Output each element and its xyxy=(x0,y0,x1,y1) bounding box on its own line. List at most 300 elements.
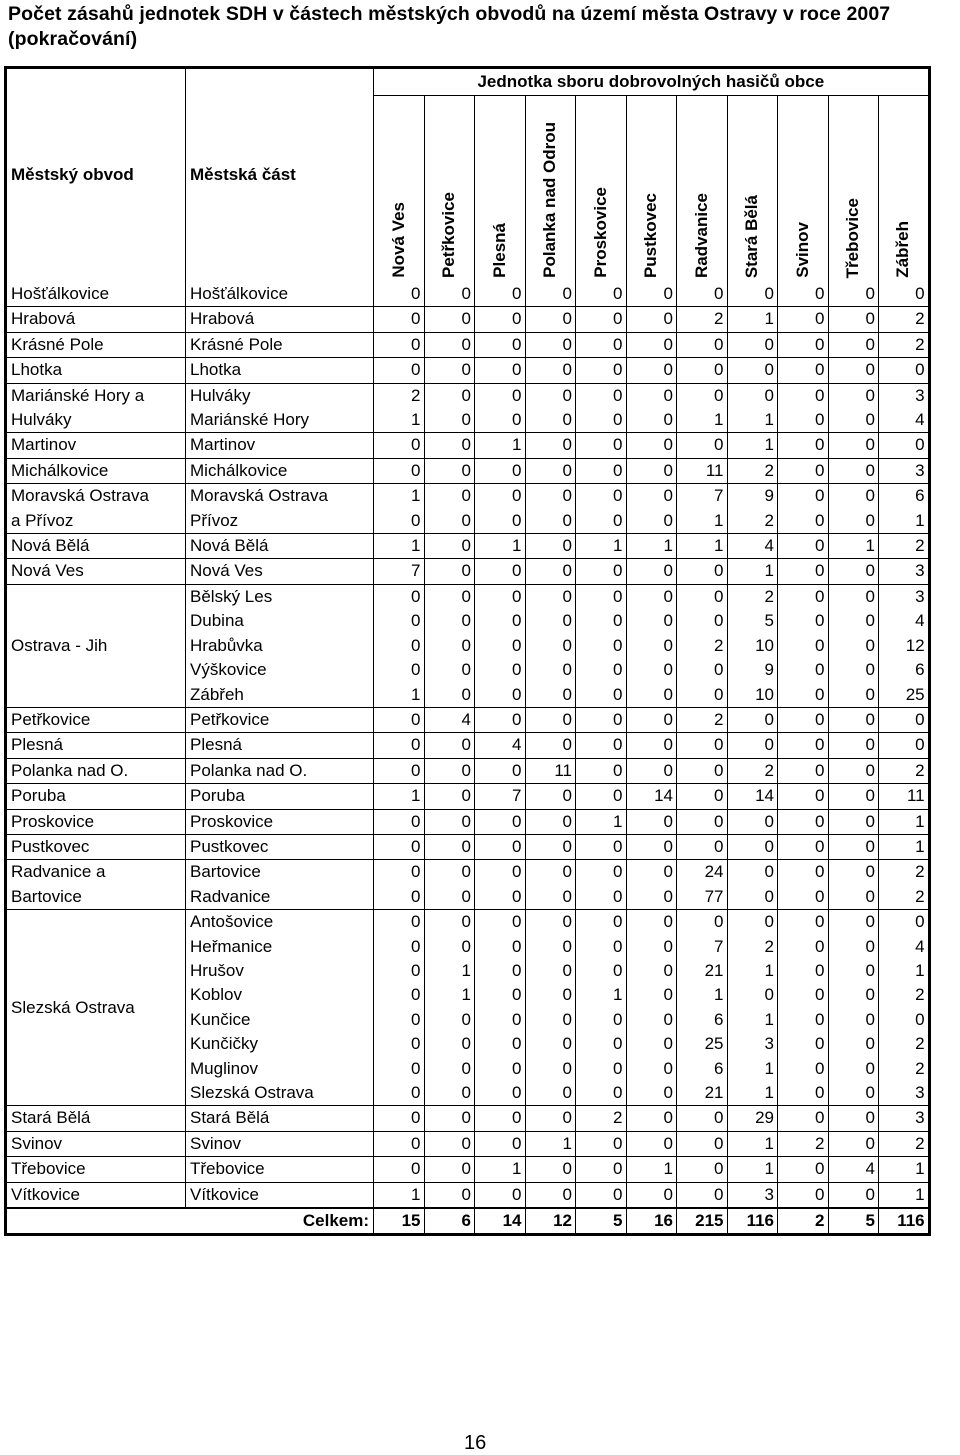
obvod-label: Nová Bělá xyxy=(11,536,90,556)
value-cell: 0 xyxy=(778,634,829,658)
total-value-cell: 5 xyxy=(828,1208,879,1235)
table-row xyxy=(6,1131,930,1156)
unit-column-label: Nová Ves xyxy=(388,202,408,278)
value-cell: 4 xyxy=(727,534,778,559)
cast-cell: Polanka nad O. xyxy=(186,758,374,783)
table-row xyxy=(6,383,930,408)
total-value-cell: 116 xyxy=(727,1208,778,1235)
table-row xyxy=(6,809,930,834)
value-cell: 0 xyxy=(475,758,526,783)
value-cell: 0 xyxy=(424,1106,475,1131)
table-row xyxy=(6,307,930,332)
value-cell: 0 xyxy=(525,433,576,458)
value-cell: 0 xyxy=(626,658,677,682)
value-cell: 0 xyxy=(626,885,677,910)
value-cell: 2 xyxy=(374,383,425,408)
value-cell: 0 xyxy=(828,834,879,859)
value-cell: 21 xyxy=(677,1081,728,1106)
value-cell: 0 xyxy=(424,860,475,885)
value-cell: 0 xyxy=(424,683,475,708)
value-cell: 0 xyxy=(374,809,425,834)
value-cell: 7 xyxy=(475,784,526,809)
value-cell: 0 xyxy=(424,834,475,859)
value-cell: 0 xyxy=(626,307,677,332)
value-cell: 0 xyxy=(626,959,677,983)
value-cell: 0 xyxy=(626,1131,677,1156)
value-cell: 0 xyxy=(374,1157,425,1182)
value-cell: 21 xyxy=(677,959,728,983)
table-row xyxy=(6,1157,930,1182)
value-cell: 0 xyxy=(828,733,879,758)
value-cell: 0 xyxy=(626,809,677,834)
value-cell: 0 xyxy=(626,910,677,935)
cast-cell: Koblov xyxy=(186,983,374,1007)
value-cell: 0 xyxy=(626,983,677,1007)
value-cell: 0 xyxy=(828,758,879,783)
value-cell: 0 xyxy=(778,358,829,383)
value-cell: 9 xyxy=(727,484,778,509)
obvod-label: Michálkovice xyxy=(11,460,109,480)
obvod-label: Pustkovec xyxy=(11,836,90,856)
value-cell: 0 xyxy=(525,1106,576,1131)
obvod-cell xyxy=(6,1106,186,1131)
value-cell: 2 xyxy=(677,707,728,732)
total-value-cell: 116 xyxy=(879,1208,930,1235)
value-cell: 0 xyxy=(828,683,879,708)
value-cell: 0 xyxy=(778,733,829,758)
value-cell: 0 xyxy=(475,885,526,910)
value-cell: 4 xyxy=(879,609,930,633)
value-cell: 0 xyxy=(424,609,475,633)
value-cell: 0 xyxy=(576,383,627,408)
value-cell: 0 xyxy=(778,307,829,332)
value-cell: 0 xyxy=(778,609,829,633)
obvod-label: a Přívoz xyxy=(11,510,74,530)
value-cell: 0 xyxy=(778,332,829,357)
value-cell: 0 xyxy=(374,733,425,758)
value-cell: 1 xyxy=(879,1157,930,1182)
value-cell: 0 xyxy=(677,609,728,633)
value-cell: 0 xyxy=(374,910,425,935)
value-cell: 2 xyxy=(879,860,930,885)
cast-cell: Dubina xyxy=(186,609,374,633)
value-cell: 0 xyxy=(778,809,829,834)
value-cell: 3 xyxy=(879,584,930,609)
unit-column-label: Plesná xyxy=(489,223,509,278)
value-cell: 0 xyxy=(374,332,425,357)
value-cell: 0 xyxy=(626,484,677,509)
value-cell: 0 xyxy=(828,809,879,834)
value-cell: 0 xyxy=(778,584,829,609)
value-cell: 0 xyxy=(411,660,421,680)
value-cell: 0 xyxy=(778,658,829,682)
value-cell: 0 xyxy=(677,1131,728,1156)
value-cell: 0 xyxy=(424,383,475,408)
value-cell: 0 xyxy=(576,959,627,983)
value-cell: 0 xyxy=(879,910,930,935)
cast-cell: Krásné Pole xyxy=(186,332,374,357)
cast-cell: Svinov xyxy=(186,1131,374,1156)
obvod-label: Nová Ves xyxy=(11,561,84,581)
value-cell: 0 xyxy=(475,1182,526,1208)
value-cell: 0 xyxy=(525,1182,576,1208)
value-cell: 0 xyxy=(525,1081,576,1106)
value-cell: 0 xyxy=(677,1182,728,1208)
value-cell: 2 xyxy=(879,1032,930,1056)
value-cell: 0 xyxy=(475,1032,526,1056)
value-cell: 0 xyxy=(778,885,829,910)
total-value-cell: 12 xyxy=(525,1208,576,1235)
table-row xyxy=(6,458,930,483)
value-cell: 0 xyxy=(626,584,677,609)
value-cell: 0 xyxy=(411,284,421,303)
value-cell: 1 xyxy=(677,408,728,433)
cast-cell: Heřmanice xyxy=(186,935,374,959)
value-cell: 14 xyxy=(626,784,677,809)
value-cell: 0 xyxy=(778,1081,829,1106)
value-cell: 25 xyxy=(677,1032,728,1056)
value-cell: 0 xyxy=(778,1157,829,1182)
value-cell: 0 xyxy=(727,383,778,408)
value-cell: 0 xyxy=(374,834,425,859)
value-cell: 0 xyxy=(424,1157,475,1182)
value-cell: 0 xyxy=(828,408,879,433)
value-cell: 0 xyxy=(475,1106,526,1131)
table-row xyxy=(6,584,930,609)
value-cell: 0 xyxy=(475,983,526,1007)
unit-column-label: Třebovice xyxy=(843,197,863,278)
value-cell: 0 xyxy=(424,658,475,682)
value-cell: 0 xyxy=(727,282,778,307)
value-cell: 0 xyxy=(411,1034,421,1054)
value-cell: 2 xyxy=(879,1057,930,1081)
value-cell: 0 xyxy=(677,910,728,935)
value-cell: 0 xyxy=(525,458,576,483)
value-cell: 0 xyxy=(626,458,677,483)
value-cell: 0 xyxy=(576,683,627,708)
value-cell: 1 xyxy=(727,559,778,584)
value-cell: 0 xyxy=(828,1032,879,1056)
value-cell: 0 xyxy=(576,584,627,609)
value-cell: 0 xyxy=(576,834,627,859)
value-cell: 0 xyxy=(727,733,778,758)
obvod-label: Radvanice a xyxy=(11,862,106,882)
value-cell: 0 xyxy=(828,1182,879,1208)
value-cell: 1 xyxy=(576,534,627,559)
value-cell: 0 xyxy=(525,910,576,935)
value-cell: 0 xyxy=(626,1081,677,1106)
unit-column-header xyxy=(576,96,627,283)
value-cell: 0 xyxy=(828,707,879,732)
cast-cell: Bartovice xyxy=(186,860,374,885)
cast-cell: Martinov xyxy=(186,433,374,458)
value-cell: 0 xyxy=(828,433,879,458)
value-cell: 0 xyxy=(411,611,421,631)
value-cell: 1 xyxy=(727,408,778,433)
value-cell: 0 xyxy=(778,509,829,534)
value-cell: 0 xyxy=(475,1008,526,1032)
cast-cell: Hošťálkovice xyxy=(186,282,374,307)
value-cell: 0 xyxy=(525,358,576,383)
total-value-cell: 215 xyxy=(677,1208,728,1235)
value-cell: 0 xyxy=(525,784,576,809)
value-cell: 0 xyxy=(475,910,526,935)
value-cell: 2 xyxy=(727,935,778,959)
value-cell: 4 xyxy=(475,733,526,758)
obvod-cell xyxy=(6,910,186,1106)
obvod-label: Svinov xyxy=(11,1133,63,1153)
unit-column-label: Radvanice xyxy=(691,192,711,278)
value-cell: 0 xyxy=(424,758,475,783)
value-cell: 0 xyxy=(778,1182,829,1208)
value-cell: 0 xyxy=(424,559,475,584)
value-cell: 0 xyxy=(828,634,879,658)
value-cell: 0 xyxy=(424,1032,475,1056)
value-cell: 1 xyxy=(879,509,930,534)
cast-cell: Muglinov xyxy=(186,1057,374,1081)
obvod-label: Mariánské Hory a xyxy=(11,385,145,405)
cast-cell: Výškovice xyxy=(186,658,374,682)
value-cell: 0 xyxy=(626,1032,677,1056)
value-cell: 1 xyxy=(374,534,425,559)
cast-cell: Petřkovice xyxy=(186,707,374,732)
table-row xyxy=(6,1106,930,1131)
unit-column-header xyxy=(778,96,829,283)
cast-cell: Nová Bělá xyxy=(186,534,374,559)
value-cell: 0 xyxy=(626,609,677,633)
obvod-cell xyxy=(6,358,186,383)
value-cell: 1 xyxy=(879,959,930,983)
table-row xyxy=(6,758,930,783)
value-cell: 0 xyxy=(525,282,576,307)
value-cell: 0 xyxy=(828,1081,879,1106)
value-cell: 0 xyxy=(778,758,829,783)
cast-cell: Plesná xyxy=(186,733,374,758)
table-row xyxy=(6,1182,930,1208)
value-cell: 0 xyxy=(727,983,778,1007)
cast-cell: Hrabová xyxy=(186,307,374,332)
value-cell: 1 xyxy=(374,784,425,809)
value-cell: 0 xyxy=(424,332,475,357)
value-cell: 0 xyxy=(727,910,778,935)
value-cell: 0 xyxy=(778,1106,829,1131)
value-cell: 0 xyxy=(677,1106,728,1131)
obvod-label: Hrabová xyxy=(11,309,76,329)
value-cell: 0 xyxy=(778,383,829,408)
obvod-cell xyxy=(6,307,186,332)
value-cell: 10 xyxy=(727,683,778,708)
value-cell: 2 xyxy=(727,509,778,534)
value-cell: 0 xyxy=(525,332,576,357)
value-cell: 0 xyxy=(828,559,879,584)
table-row xyxy=(6,433,930,458)
cast-cell: Kunčičky xyxy=(186,1032,374,1056)
table-head xyxy=(6,68,930,283)
cast-cell: Nová Ves xyxy=(186,559,374,584)
total-value-cell: 16 xyxy=(626,1208,677,1235)
value-cell: 0 xyxy=(626,282,677,307)
value-cell: 0 xyxy=(778,282,829,307)
value-cell: 0 xyxy=(626,733,677,758)
value-cell: 0 xyxy=(576,484,627,509)
value-cell: 0 xyxy=(411,635,421,655)
value-cell: 0 xyxy=(828,935,879,959)
value-cell: 0 xyxy=(828,332,879,357)
value-cell: 1 xyxy=(626,1157,677,1182)
unit-column-label: Proskovice xyxy=(590,187,610,278)
value-cell: 0 xyxy=(475,1131,526,1156)
value-cell: 14 xyxy=(727,784,778,809)
value-cell: 1 xyxy=(677,509,728,534)
obvod-label: Vítkovice xyxy=(11,1184,80,1204)
obvod-cell xyxy=(6,332,186,357)
obvod-label: Moravská Ostrava xyxy=(11,486,149,506)
unit-column-header xyxy=(828,96,879,283)
unit-column-label: Pustkovec xyxy=(641,192,661,278)
value-cell: 0 xyxy=(424,433,475,458)
value-cell: 1 xyxy=(576,983,627,1007)
value-cell: 0 xyxy=(626,683,677,708)
value-cell: 0 xyxy=(475,935,526,959)
value-cell: 0 xyxy=(677,559,728,584)
value-cell: 0 xyxy=(778,1057,829,1081)
table-row xyxy=(6,484,930,509)
value-cell: 0 xyxy=(475,609,526,633)
value-cell: 4 xyxy=(879,935,930,959)
value-cell: 1 xyxy=(879,809,930,834)
value-cell: 6 xyxy=(879,484,930,509)
cast-cell: Vítkovice xyxy=(186,1182,374,1208)
value-cell: 0 xyxy=(411,960,421,980)
col-header-cast: Městská část xyxy=(190,165,296,185)
value-cell: 0 xyxy=(778,834,829,859)
value-cell: 0 xyxy=(727,834,778,859)
value-cell: 0 xyxy=(626,332,677,357)
value-cell: 0 xyxy=(677,683,728,708)
value-cell: 1 xyxy=(411,410,421,430)
value-cell: 0 xyxy=(828,1057,879,1081)
table-row xyxy=(6,834,930,859)
value-cell: 0 xyxy=(828,584,879,609)
unit-group-header: Jednotka sboru dobrovolných hasičů obce xyxy=(374,68,930,96)
value-cell: 0 xyxy=(828,458,879,483)
value-cell: 0 xyxy=(525,658,576,682)
value-cell: 0 xyxy=(374,758,425,783)
value-cell: 0 xyxy=(626,1182,677,1208)
obvod-cell xyxy=(6,458,186,483)
value-cell: 0 xyxy=(576,358,627,383)
value-cell: 0 xyxy=(374,584,425,609)
value-cell: 6 xyxy=(879,658,930,682)
page-number: 16 xyxy=(464,1432,487,1454)
obvod-cell xyxy=(6,584,186,707)
obvod-label: Petřkovice xyxy=(11,709,91,729)
value-cell: 10 xyxy=(727,634,778,658)
obvod-cell xyxy=(6,282,186,307)
value-cell: 9 xyxy=(727,658,778,682)
cast-cell: Lhotka xyxy=(186,358,374,383)
value-cell: 0 xyxy=(576,758,627,783)
value-cell: 0 xyxy=(525,609,576,633)
table-row xyxy=(6,282,930,307)
value-cell: 0 xyxy=(525,634,576,658)
value-cell: 0 xyxy=(626,1057,677,1081)
value-cell: 0 xyxy=(626,358,677,383)
value-cell: 2 xyxy=(879,1131,930,1156)
value-cell: 0 xyxy=(525,509,576,534)
value-cell: 1 xyxy=(677,983,728,1007)
value-cell: 0 xyxy=(576,1081,627,1106)
value-cell: 0 xyxy=(576,282,627,307)
value-cell: 1 xyxy=(374,484,425,509)
value-cell: 0 xyxy=(778,484,829,509)
value-cell: 0 xyxy=(778,683,829,708)
value-cell: 0 xyxy=(879,1008,930,1032)
unit-column-header xyxy=(374,96,425,283)
value-cell: 0 xyxy=(374,1106,425,1131)
value-cell: 1 xyxy=(525,1131,576,1156)
table-row xyxy=(6,733,930,758)
value-cell: 0 xyxy=(424,784,475,809)
value-cell: 0 xyxy=(424,584,475,609)
value-cell: 0 xyxy=(828,484,879,509)
value-cell: 0 xyxy=(828,658,879,682)
value-cell: 0 xyxy=(475,1081,526,1106)
value-cell: 0 xyxy=(424,809,475,834)
obvod-label: Bartovice xyxy=(11,886,82,906)
total-value-cell: 15 xyxy=(374,1208,425,1235)
value-cell: 0 xyxy=(374,1131,425,1156)
value-cell: 0 xyxy=(626,433,677,458)
obvod-label: Hošťálkovice xyxy=(11,284,110,303)
value-cell: 11 xyxy=(525,758,576,783)
value-cell: 0 xyxy=(525,733,576,758)
value-cell: 0 xyxy=(525,935,576,959)
value-cell: 0 xyxy=(576,1131,627,1156)
value-cell: 0 xyxy=(626,559,677,584)
value-cell: 0 xyxy=(525,885,576,910)
obvod-cell xyxy=(6,433,186,458)
cast-cell: Zábřeh xyxy=(186,683,374,708)
obvod-cell xyxy=(6,559,186,584)
value-cell: 0 xyxy=(677,834,728,859)
value-cell: 0 xyxy=(626,509,677,534)
value-cell: 0 xyxy=(576,433,627,458)
value-cell: 0 xyxy=(475,408,526,433)
value-cell: 0 xyxy=(424,458,475,483)
table-row xyxy=(6,910,930,935)
obvod-cell xyxy=(6,784,186,809)
obvod-cell xyxy=(6,733,186,758)
value-cell: 0 xyxy=(475,358,526,383)
value-cell: 0 xyxy=(576,559,627,584)
obvod-label: Stará Bělá xyxy=(11,1108,91,1128)
total-value-cell: 5 xyxy=(576,1208,627,1235)
value-cell: 0 xyxy=(879,733,930,758)
value-cell: 0 xyxy=(828,959,879,983)
table-row xyxy=(6,860,930,885)
value-cell: 2 xyxy=(677,634,728,658)
value-cell: 2 xyxy=(879,332,930,357)
value-cell: 0 xyxy=(374,458,425,483)
value-cell: 0 xyxy=(576,885,627,910)
value-cell: 6 xyxy=(677,1057,728,1081)
value-cell: 0 xyxy=(727,332,778,357)
cast-cell: Poruba xyxy=(186,784,374,809)
value-cell: 0 xyxy=(828,383,879,408)
unit-column-header xyxy=(677,96,728,283)
value-cell: 2 xyxy=(778,1131,829,1156)
